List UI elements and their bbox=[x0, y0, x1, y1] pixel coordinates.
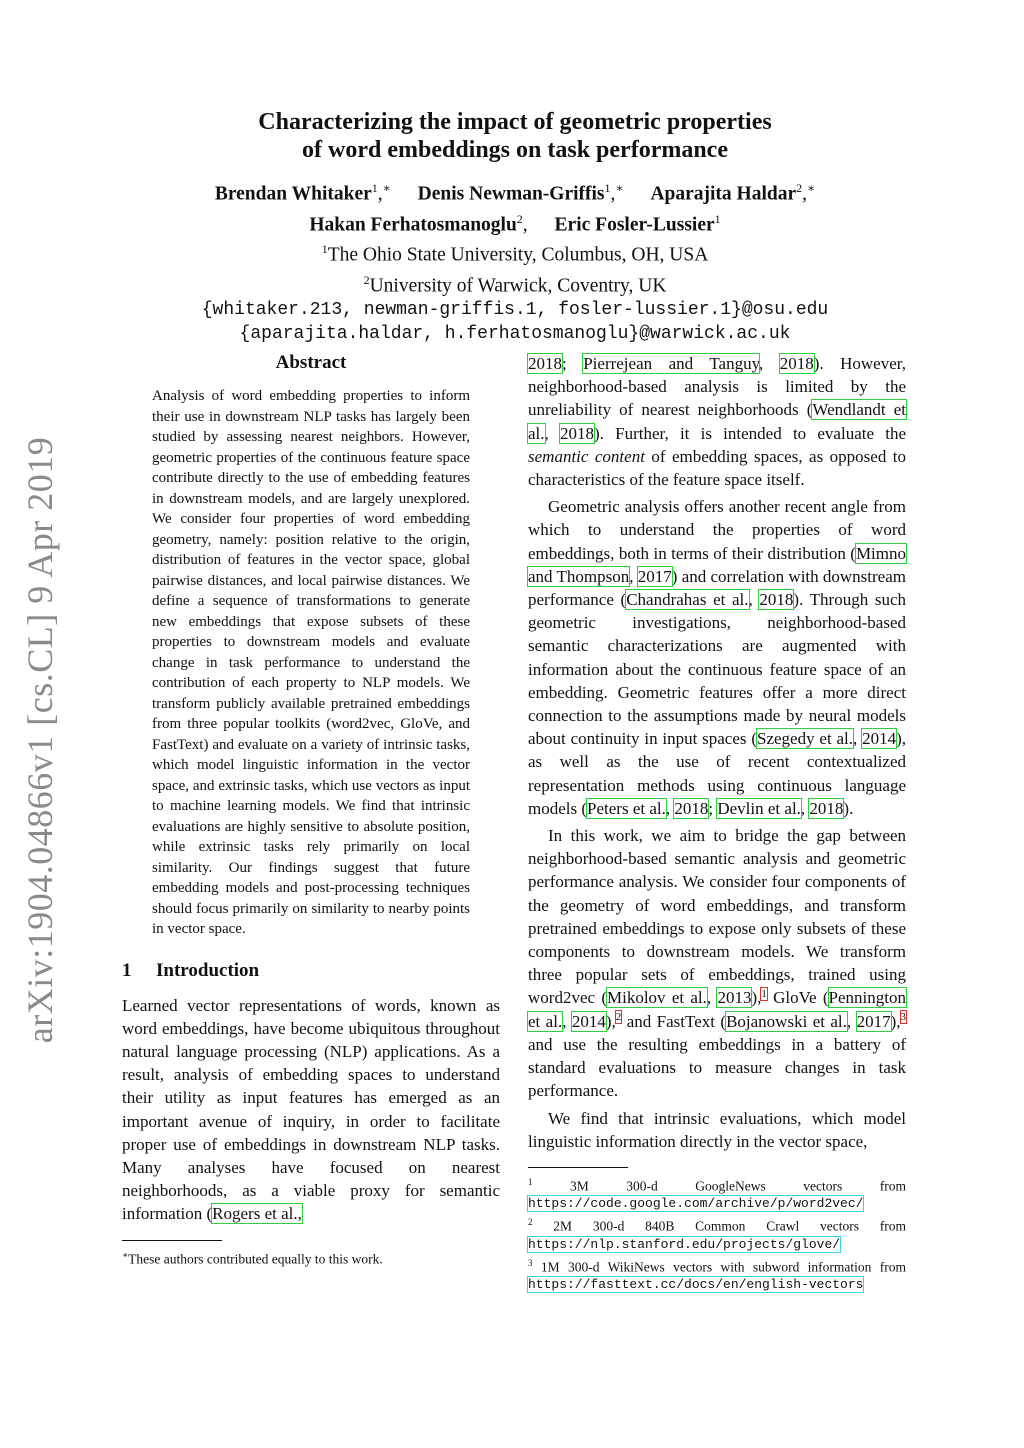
author-equal-mark: ∗ bbox=[382, 181, 391, 195]
title-line-1: Characterizing the impact of geometric properties bbox=[258, 109, 772, 135]
footnote-rule bbox=[528, 1167, 628, 1168]
footnote-url-link[interactable]: https://fasttext.cc/docs/en/english-vectors bbox=[528, 1277, 864, 1293]
author-line-2 bbox=[130, 207, 900, 238]
citation-link[interactable]: 2013 bbox=[717, 988, 752, 1008]
author-name: Brendan Whitaker bbox=[214, 183, 372, 205]
author-name: Hakan Ferhatosmanoglu bbox=[309, 214, 517, 235]
footnote-marker[interactable]: 2 bbox=[615, 1011, 622, 1024]
citation-link[interactable]: 2018 bbox=[759, 590, 794, 610]
footnote-equal-contribution: ∗These authors contributed equally to this work. bbox=[122, 1249, 383, 1267]
author-name: Aparajita Haldar bbox=[650, 183, 797, 205]
author-block bbox=[130, 176, 900, 346]
email-line-1: {whitaker.213, newman-griffis.1, fosler-lussier.1}@osu.edu bbox=[201, 300, 829, 320]
citation-link[interactable]: Pierrejean and Tanguy bbox=[583, 354, 759, 373]
citation-link[interactable]: Mimno and Thompson bbox=[528, 543, 906, 586]
right-column bbox=[528, 352, 906, 1295]
footnote-url-link[interactable]: https://nlp.stanford.edu/projects/glove/ bbox=[528, 1236, 841, 1252]
intro-paragraph-2: Geometric analysis offers another recent angle from which to understand the properties of word embeddings, both in terms of their distribution (Mimno and Thompson, 2017) and correlation with downstream performance (Chandrahas et al., 2018). Through such geometric investigations, neighborhood-based semantic characterizations are augmented with information about the continuous feature space of an embedding. Geometric features offer a more direct connection to the assumptions made by neural models about continuity in input spaces (Szegedy et al., 2014), as well as the use of recent contextualized representation methods using continuous language models (Peters et al., 2018; Devlin et al., 2018). bbox=[528, 497, 907, 818]
citation-link[interactable]: 2018 bbox=[779, 354, 814, 373]
author-separator: , bbox=[377, 183, 383, 205]
author-affiliation-sup: 1 bbox=[604, 181, 611, 195]
section-number: 1 bbox=[122, 959, 132, 981]
author-equal-mark: ∗ bbox=[615, 181, 624, 195]
author-line-1 bbox=[130, 176, 900, 207]
citation-link[interactable]: 2018 bbox=[674, 798, 709, 818]
paper-title bbox=[150, 108, 880, 164]
abstract-body: Analysis of word embedding properties to inform their use in downstream NLP tasks has largely been studied by assessing nearest neighbors. However, geometric properties of the continuous feature space contribute directly to the use of embedding features in downstream models, and are largely unexplored. We consider four properties of word embedding geometry, namely: position relative to the origin, distribution of features in the vector space, global pairwise distances, and local pairwise distances. We define a sequence of transformations to generate new embeddings that expose subsets of these properties to downstream models and evaluate change in task performance to understand the contribution of each property to NLP models. We transform publicly available pretrained embeddings from three popular toolkits (word2vec, GloVe, and FastText) and evaluate on a variety of intrinsic tasks, which model linguistic information in the vector space, and extrinsic tasks, which use vectors as input to machine learning models. We find that intrinsic evaluations are highly sensitive to absolute position, while extrinsic tasks rely primarily on local similarity. Our findings suggest that future embedding models and post-processing techniques should focus primarily on similarity to nearby points in vector space. bbox=[152, 388, 470, 937]
citation-link[interactable]: Pennington et al. bbox=[528, 988, 906, 1031]
citation-link[interactable]: 2014 bbox=[862, 729, 897, 749]
author-affiliation-sup: 1 bbox=[714, 211, 721, 226]
citation-link[interactable]: Chandrahas et al. bbox=[626, 590, 749, 610]
citation-link[interactable]: 2018 bbox=[528, 354, 562, 373]
arxiv-identifier: arXiv:1904.04866v1 [cs.CL] 9 Apr 2019 bbox=[20, 436, 60, 1044]
footnote-1: $^1$ 3M 300-d GoogleNews vectors from https://code.google.com/archive/p/word2vec/ bbox=[528, 1176, 907, 1212]
citation-link[interactable]: Rogers et al., bbox=[212, 1204, 302, 1224]
author-affiliation-sup: 2 bbox=[516, 211, 523, 226]
section-title: Introduction bbox=[156, 959, 260, 981]
email-line-2: {aparajita.haldar, h.ferhatosmanoglu}@warwick.ac.uk bbox=[239, 324, 791, 344]
citation-link[interactable]: 2018 bbox=[560, 423, 594, 443]
citation-link[interactable]: 2014 bbox=[571, 1011, 606, 1031]
section-heading-introduction bbox=[122, 960, 500, 982]
citation-link[interactable]: 2018 bbox=[809, 798, 844, 818]
intro-paragraph-1: Learned vector representations of words, known as word embeddings, have become ubiquitous throughout natural language processing (NLP) applications. As a result, analysis of embedding spaces to understand their utility as input features has emerged as an important avenue of inquiry, in order to facilitate proper use of embeddings in downstream NLP tasks. Many analyses have focused on nearest neighborhoods, as a viable proxy for semantic information (Rogers et al., bbox=[122, 995, 500, 1224]
left-column bbox=[122, 350, 500, 1269]
citation-link[interactable]: Bojanowski et al. bbox=[726, 1011, 847, 1031]
author-affiliation-sup: 1 bbox=[371, 181, 378, 195]
citation-link[interactable]: Wendlandt et al. bbox=[528, 400, 906, 443]
author-separator: , bbox=[802, 183, 808, 205]
author-name: Denis Newman-Griffis bbox=[417, 183, 605, 205]
footnote-marker[interactable]: 3 bbox=[900, 1011, 906, 1024]
citation-link[interactable]: Mikolov et al. bbox=[606, 988, 707, 1008]
author-affiliation-sup: 2 bbox=[796, 181, 803, 195]
footnote-rule bbox=[122, 1240, 222, 1241]
citation-link[interactable]: 2017 bbox=[637, 566, 672, 586]
intro-paragraph-3: In this work, we aim to bridge the gap between neighborhood-based semantic analysis and geometric performance analysis. We consider four components of the geometry of word embeddings, and transform pretrained embeddings to expose only subsets of these components to downstream models. We transform three popular sets of embeddings, trained using word2vec (Mikolov et al., 2013),$^1$ GloVe (Pennington et al., 2014),$^2$ and FastText (Bojanowski et al., 2017),$^3$ and use the resulting embeddings in a battery of standard evaluations to measure changes in task performance. bbox=[528, 826, 906, 1101]
footnote-marker[interactable]: 1 bbox=[761, 987, 767, 1000]
intro-paragraph-1-continued: 2018; Pierrejean and Tanguy, 2018). However, neighborhood-based analysis is limited by the unreliability of nearest neighborhoods (Wendlandt et al., 2018). Further, it is intended to evaluate the semantic content of embedding spaces, as opposed to characteristics of the feature space itself. bbox=[528, 354, 906, 490]
citation-link[interactable]: Peters et al. bbox=[587, 798, 666, 818]
author-separator: , bbox=[522, 214, 528, 235]
footnote-2: $^2$ 2M 300-d 840B Common Crawl vectors from https://nlp.stanford.edu/projects/glove/ bbox=[528, 1217, 907, 1252]
footnote-3: $^3$ 1M 300-d WikiNews vectors with subword information from https://fasttext.cc/docs/en/english-vectors bbox=[528, 1257, 906, 1293]
abstract-heading: Abstract bbox=[275, 352, 347, 373]
citation-link[interactable]: 2017 bbox=[856, 1011, 891, 1031]
author-equal-mark: ∗ bbox=[807, 181, 816, 195]
author-name: Eric Fosler-Lussier bbox=[554, 214, 715, 235]
intro-paragraph-4: We find that intrinsic evaluations, which model linguistic information directly in the vector space, bbox=[528, 1108, 906, 1151]
citation-link[interactable]: Devlin et al. bbox=[717, 798, 801, 818]
title-line-2: of word embeddings on task performance bbox=[302, 137, 728, 163]
author-separator: , bbox=[610, 183, 616, 205]
affiliation-2: $^2$University of Warwick, Coventry, UK bbox=[363, 272, 667, 296]
footnote-url-link[interactable]: https://code.google.com/archive/p/word2vec/ bbox=[528, 1196, 864, 1212]
citation-link[interactable]: Szegedy et al. bbox=[757, 729, 854, 749]
arxiv-sidebar-stamp bbox=[16, 420, 64, 1060]
affiliation-1: $^1$The Ohio State University, Columbus, OH, USA bbox=[321, 242, 709, 266]
